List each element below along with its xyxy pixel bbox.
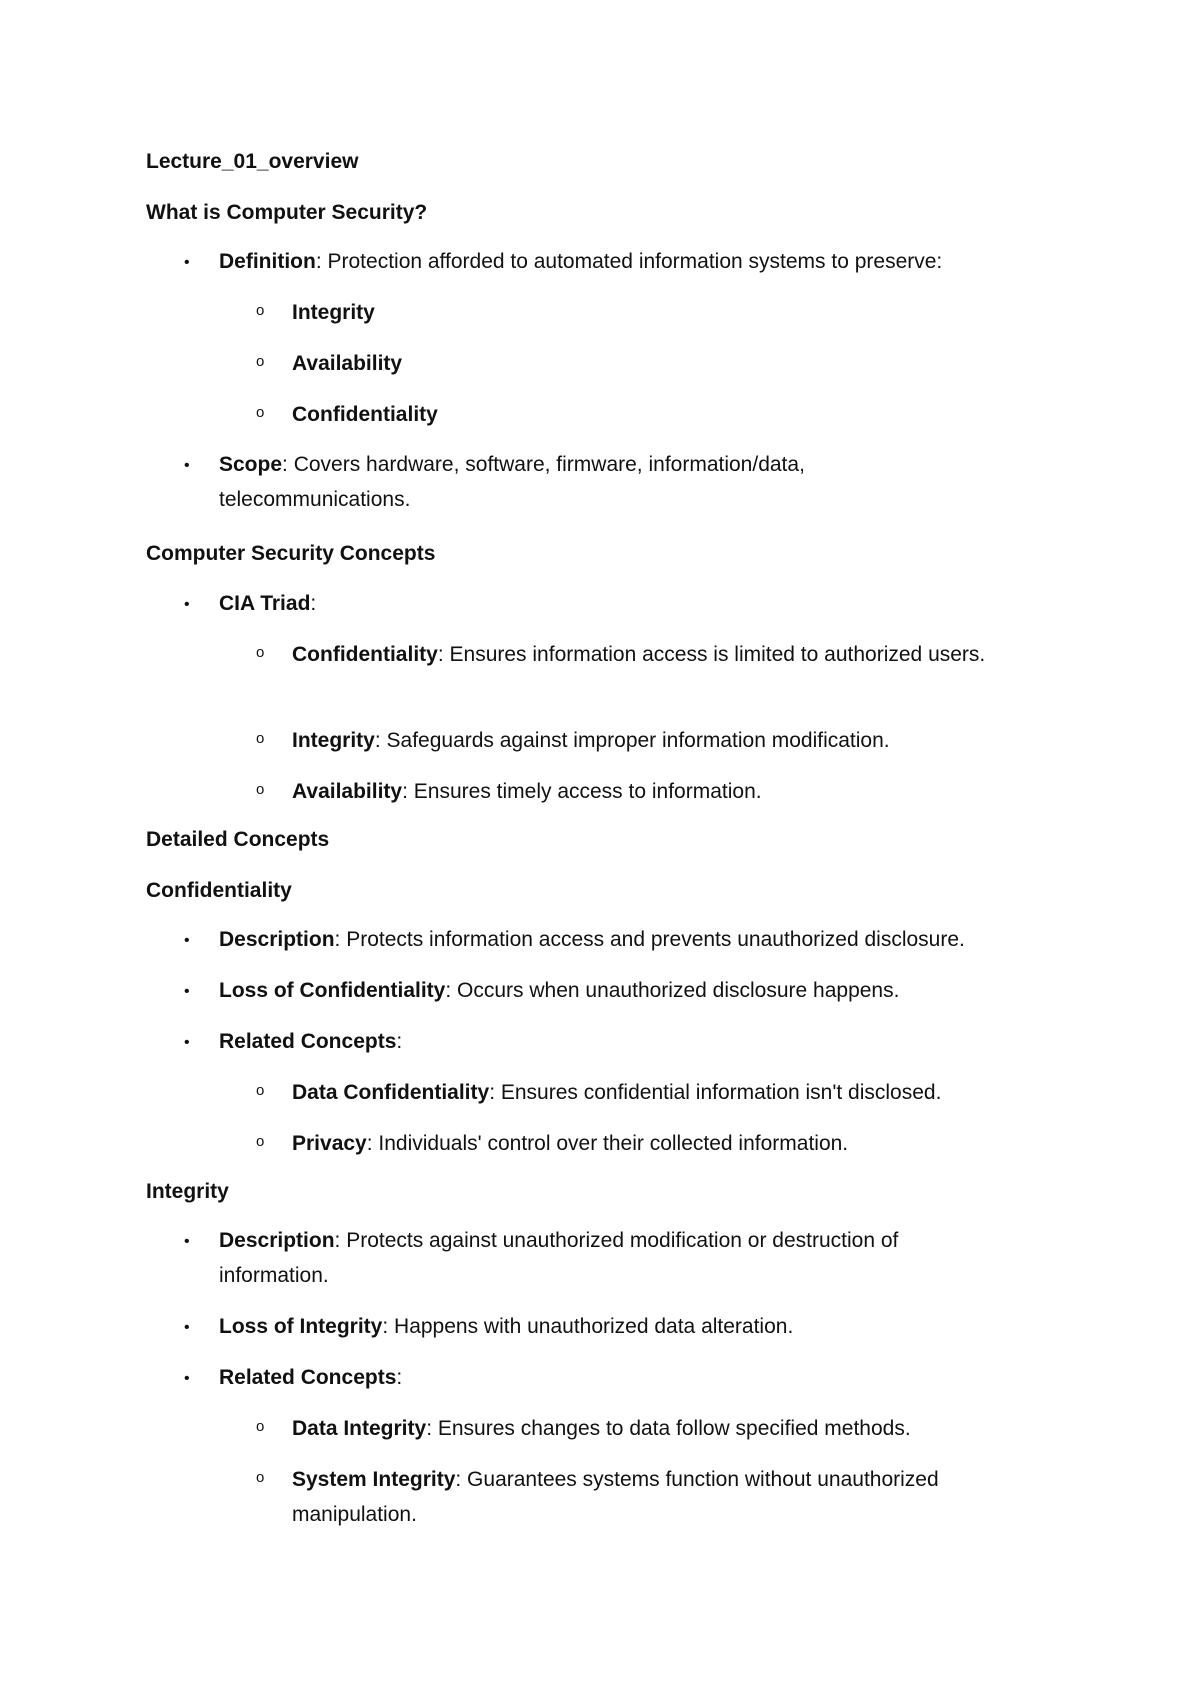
list-item-scope	[219, 447, 899, 517]
sub-list-item: Confidentiality	[292, 403, 438, 426]
sub-list-item: Data Integrity: Ensures changes to data follow specified methods.	[292, 1417, 911, 1440]
sub-bullet-icon: o	[256, 404, 265, 421]
sub-bullet-icon: o	[256, 302, 265, 319]
item-text: :	[310, 592, 317, 615]
item-text: : Covers hardware, software, firmware, information/data, telecommunications.	[219, 453, 805, 511]
sub-bullet-icon: o	[256, 1133, 265, 1150]
sub-list-item: Availability: Ensures timely access to information.	[292, 780, 762, 803]
list-item-description: Description: Protects against unauthorized modification or destruction of information.	[219, 1229, 899, 1287]
sub-bullet-icon: o	[256, 644, 265, 661]
item-text: : Protection afforded to automated information systems to preserve:	[315, 250, 943, 273]
item-label: CIA Triad	[219, 592, 311, 615]
sub-list-item: Integrity: Safeguards against improper information modification.	[292, 729, 890, 752]
sub-list-item: Data Confidentiality: Ensures confidential information isn't disclosed.	[292, 1081, 942, 1104]
sub-bullet-icon: o	[256, 1469, 265, 1486]
item-label: Scope	[219, 453, 283, 476]
sub-bullet-icon: o	[256, 781, 265, 798]
bullet-icon: •	[184, 457, 190, 474]
bullet-icon: •	[184, 596, 190, 613]
sub-list-item: Privacy: Individuals' control over their collected information.	[292, 1132, 849, 1155]
list-item-related: Related Concepts:	[219, 1030, 403, 1053]
sub-bullet-icon: o	[256, 1418, 265, 1435]
sub-list-item: Integrity	[292, 301, 375, 324]
item-label: Definition	[219, 250, 316, 273]
sub-bullet-icon: o	[256, 730, 265, 747]
sub-bullet-icon: o	[256, 1082, 265, 1099]
list-item-cia-triad	[219, 586, 1089, 621]
list-item-loss: Loss of Confidentiality: Occurs when unauthorized disclosure happens.	[219, 979, 900, 1002]
sub-list-item: Confidentiality: Ensures information access is limited to authorized users.	[292, 643, 986, 666]
section-heading-what-is-security: What is Computer Security?	[146, 201, 428, 224]
section-heading-integrity: Integrity	[146, 1180, 229, 1203]
section-heading-confidentiality: Confidentiality	[146, 879, 292, 902]
bullet-icon: •	[184, 1034, 190, 1051]
bullet-icon: •	[184, 254, 190, 271]
sub-list-item: Availability	[292, 352, 403, 375]
list-item-related: Related Concepts:	[219, 1366, 403, 1389]
sub-bullet-icon: o	[256, 353, 265, 370]
bullet-icon: •	[184, 1233, 190, 1250]
list-item-definition	[219, 244, 1089, 279]
section-heading-concepts: Computer Security Concepts	[146, 542, 436, 565]
sub-list-item: System Integrity: Guarantees systems function without unauthorized manipulation.	[292, 1468, 939, 1526]
section-heading-detailed: Detailed Concepts	[146, 828, 330, 851]
bullet-icon: •	[184, 1370, 190, 1387]
bullet-icon: •	[184, 1319, 190, 1336]
bullet-icon: •	[184, 932, 190, 949]
document-title: Lecture_01_overview	[146, 150, 359, 173]
bullet-icon: •	[184, 983, 190, 1000]
list-item-loss: Loss of Integrity: Happens with unauthorized data alteration.	[219, 1315, 794, 1338]
list-item-description: Description: Protects information access and prevents unauthorized disclosure.	[219, 928, 965, 951]
